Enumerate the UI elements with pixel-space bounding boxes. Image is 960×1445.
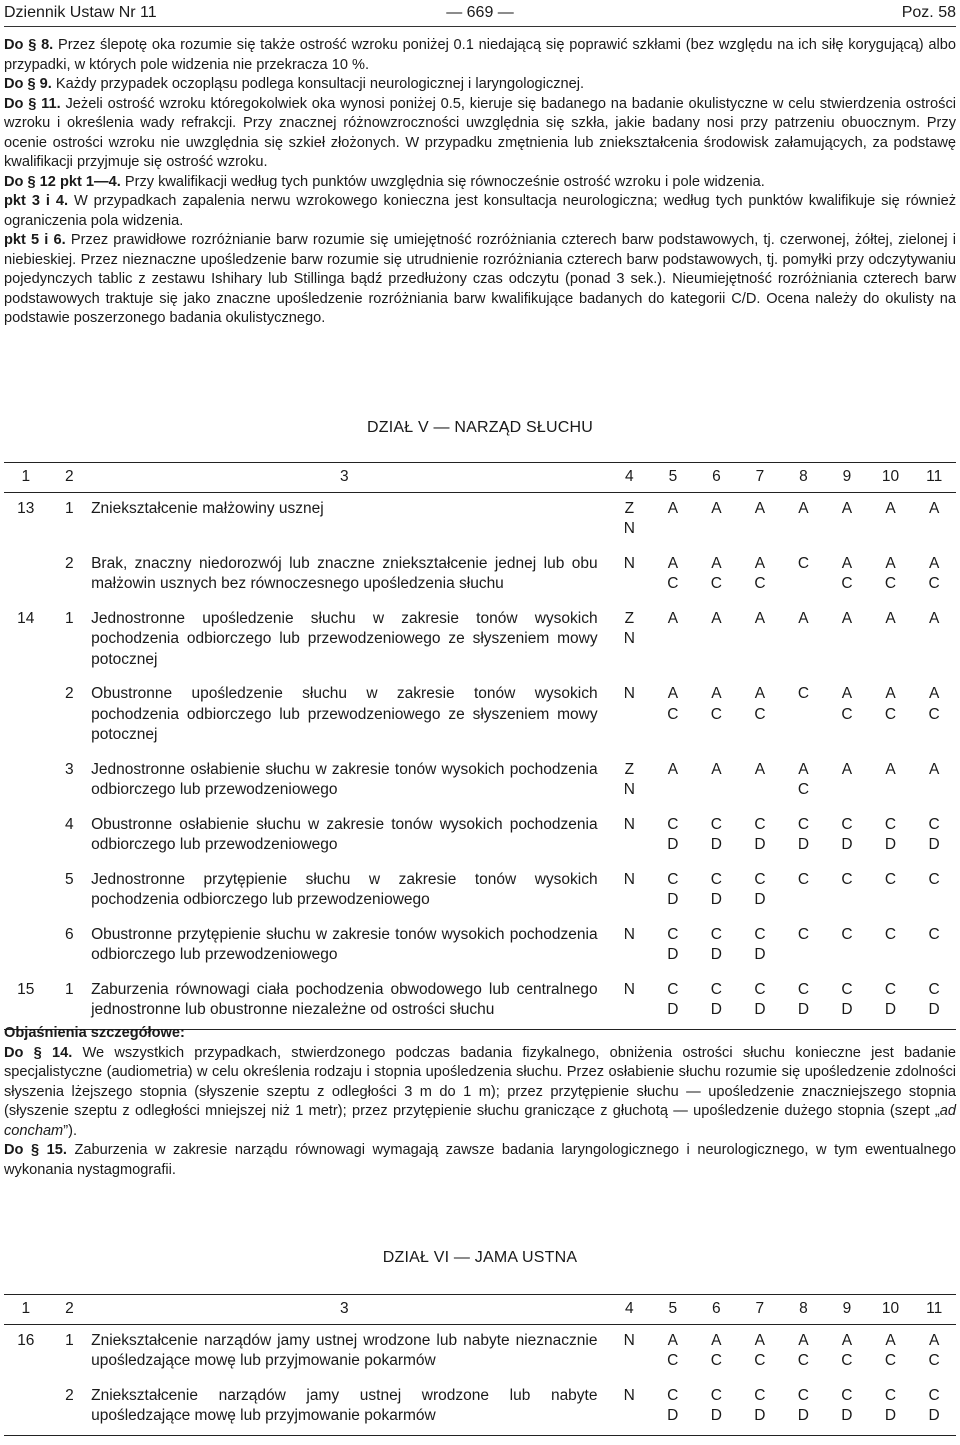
table-row: [4, 603, 956, 679]
condition-description: Zniekształcenie małżowiny usznej: [91, 499, 324, 517]
category-cell: A: [667, 499, 679, 517]
category-cell: A: [841, 499, 853, 517]
column-header: 1: [4, 463, 48, 493]
category-cell: A C: [928, 554, 940, 592]
hearing-table: [4, 462, 956, 1030]
condition-description: Obustronne upośledzenie słuchu w zakresie tonów wysokich pochodzenia odbiorczego lub przewodzeniowego ze słyszeniem mowy potocznej: [91, 685, 598, 743]
note-tail: ”).: [63, 1122, 77, 1139]
paragraph-number: 13: [17, 499, 35, 517]
position-number: Poz. 58: [901, 4, 956, 21]
intro-paragraph: [4, 192, 956, 231]
point-number: 1: [65, 1331, 74, 1349]
category-cell: A: [711, 499, 722, 517]
category-cell: C D: [869, 974, 913, 1030]
category-cell: C: [928, 870, 940, 888]
category-cell: C D: [710, 815, 722, 853]
category-cell: Z N: [623, 499, 635, 537]
category-cell: A C: [841, 554, 853, 592]
column-header: 3: [91, 463, 608, 493]
condition-description: Jednostronne upośledzenie słuchu w zakresie tonów wysokich pochodzenia odbiorczego lub przewodzeniowego ze słyszeniem mowy potocznej: [91, 609, 598, 668]
document-page: [4, 0, 957, 1424]
category-cell: C D: [738, 1380, 782, 1436]
category-cell: C: [884, 925, 897, 943]
category-cell: C D: [782, 1380, 826, 1436]
category-cell: C D: [912, 974, 956, 1030]
column-header: 6: [695, 1295, 739, 1325]
paragraph-number: [4, 864, 48, 919]
note-italic: ad concham: [4, 1103, 956, 1139]
paragraph-reference: Do § 12 pkt 1—4.: [4, 173, 121, 190]
table-row: [4, 1380, 956, 1436]
paragraph-text: Jeżeli ostrość wzroku któregokolwiek oka wynosi poniżej 0.5, kieruje się badanego na badanie okulistyczne w celu stwierdzenia ostrości wzroku i określenia wady refrakcji. Przy znacznej różnowzroczności uwzględnia się szkła, jakie badany nosi przy patrzeniu obuocznym. Przy ocenie ostrości wzroku nie uwzględnia się szkieł złożonych. W przypadku zmętnienia lub zniekształcenia środowisk załamujących, za podstawę kwalifikacji przyjmuje się ostrość wzroku.: [4, 95, 956, 170]
category-cell: A: [754, 760, 766, 778]
category-cell: C: [797, 925, 810, 943]
category-cell: C D: [825, 1380, 869, 1436]
paragraph-reference: Do § 9.: [4, 76, 52, 92]
condition-description: Obustronne osłabienie słuchu w zakresie tonów wysokich pochodzenia odbiorczego lub przewodzeniowego: [91, 815, 598, 853]
category-cell: A: [798, 499, 809, 517]
category-cell: Z N: [623, 760, 635, 798]
category-cell: N: [623, 554, 635, 572]
column-header: 4: [608, 463, 652, 493]
note-text: We wszystkich przypadkach, stwierdzonego podczas badania fizykalnego, obniżenia ostrości słuchu konieczne jest badanie specjalistyczne (audiometria) w celu określenia rodzaju i stopnia upośledzenia słuchu. Przez osłabienie słuchu rozumie się upośledzenie zdolności słyszenia lżejszego stopnia (słyszenie szeptu z odległości 3 m do 1 m); przez przytępienie słuchu — upośledzenie znaczniejszego stopnia (słyszenie szeptu z odległości mniejszej niż 1 metr); przez przytępienie słuchu graniczące z głuchotą — upośledzenie dużego stopnia (szept „: [4, 1044, 957, 1119]
category-cell: C D: [710, 925, 722, 963]
paragraph-text: Przy kwalifikacji według tych punktów uwzględnia się równocześnie ostrość wzroku i pole widzenia.: [120, 173, 765, 190]
category-cell: A C: [754, 1331, 766, 1369]
column-header: 11: [912, 463, 956, 493]
category-cell: A: [754, 609, 766, 627]
category-cell: A C: [928, 1331, 940, 1369]
column-header: 10: [869, 463, 913, 493]
category-cell: A C: [754, 685, 766, 723]
category-cell: C D: [695, 974, 739, 1030]
point-number: 1: [48, 974, 91, 1030]
paragraph-reference: Do § 11.: [4, 95, 61, 112]
paragraph-number: [4, 548, 48, 603]
condition-description: Brak, znaczny niedorozwój lub znaczne zniekształcenie jednej lub obu małżowin usznych bez równoczesnego upośledzenia słuchu: [91, 554, 598, 592]
category-cell: C D: [782, 974, 826, 1030]
category-cell: C D: [797, 815, 810, 853]
intro-paragraph: [4, 231, 956, 329]
category-cell: A: [841, 609, 853, 627]
category-cell: C D: [738, 974, 782, 1030]
paragraph-text: Przez prawidłowe rozróżnianie barw rozumie się umiejętność rozróżniania czterech barw podstawowych, tj. czerwonej, żółtej, zielonej i niebieskiej. Przez nieznaczne upośledzenie barw rozumie się utrudnienie rozróżniania czterech barw podstawowych, tj. pomyłki przy odczytywaniu pojedynczych tablic z zestawu Ishihary lub Stillinga bądź przedłużony czas odczytu (ponad 3 sek.). Nieumiejętność rozróżniania czterech barw podstawowych traktuje się jako znaczne upośledzenie rozróżniania barw kwalifikujące badanych do kategorii C/D. Ocena należy do okulisty na podstawie poszerzonego badania okulistycznego.: [4, 232, 956, 326]
category-cell: C D: [754, 870, 766, 908]
category-cell: A C: [754, 554, 766, 592]
category-cell: C D: [651, 974, 695, 1030]
category-cell: A: [885, 499, 896, 517]
point-number: 6: [65, 925, 74, 943]
category-cell: A: [928, 499, 940, 517]
category-cell: C D: [884, 815, 897, 853]
category-cell: A: [928, 760, 940, 778]
paragraph-text: W przypadkach zapalenia nerwu wzrokowego konieczna jest konsultacja neurologiczna; według tych punktów kwalifikuje się również ograniczenia pola widzenia.: [4, 193, 956, 229]
intro-paragraph: [4, 95, 956, 173]
header-rule: [4, 26, 956, 27]
column-header: 8: [782, 1295, 826, 1325]
paragraph-number: 16: [17, 1331, 35, 1349]
category-cell: A: [841, 760, 853, 778]
paragraph-text: Przez ślepotę oka rozumie się także ostrość wzroku poniżej 0.1 niedającą się poprawić szkłami (bez względu na ich siłę korygującą) albo przypadki, w których pole widzenia nie przekracza 10 %.: [4, 37, 956, 73]
note-paragraph: [4, 1044, 956, 1142]
column-header: 5: [651, 463, 695, 493]
column-header: 9: [825, 463, 869, 493]
category-cell: A C: [841, 685, 853, 723]
point-number: 2: [65, 685, 74, 702]
category-cell: A C: [884, 685, 897, 723]
page-number: — 669 —: [446, 4, 514, 21]
intro-paragraph: [4, 36, 956, 75]
condition-description: Zaburzenia równowagi ciała pochodzenia obwodowego lub centralnego jednostronne lub obustronne niezależne od ostrości słuchu: [91, 974, 608, 1030]
category-cell: A C: [884, 1331, 897, 1369]
paragraph-text: Każdy przypadek oczopląsu podlega konsultacji neurologicznej i laryngologicznej.: [51, 76, 585, 92]
paragraph-number: [4, 809, 48, 864]
column-header: 10: [869, 1295, 913, 1325]
category-cell: C: [797, 554, 810, 572]
point-number: 2: [48, 1380, 92, 1436]
category-cell: A C: [667, 685, 679, 723]
category-cell: N: [623, 685, 635, 702]
column-header: 2: [48, 463, 91, 493]
paragraph-reference: pkt 5 i 6.: [4, 232, 66, 248]
column-header: 4: [607, 1295, 651, 1325]
column-header: 1: [4, 1295, 48, 1325]
category-cell: N: [607, 1380, 651, 1436]
detailed-explanations: [4, 1024, 956, 1180]
oral-cavity-table: [4, 1294, 956, 1436]
paragraph-number: [4, 919, 48, 974]
category-cell: A: [798, 609, 809, 627]
category-cell: C D: [695, 1380, 739, 1436]
category-cell: A C: [710, 685, 722, 723]
paragraph-number: [4, 754, 48, 809]
category-cell: C: [797, 870, 810, 888]
category-cell: C D: [667, 925, 679, 963]
note-text: Zaburzenia w zakresie narządu równowagi wymagają zawsze badania laryngologicznego i neurologicznego, w tym ewentualnego wykonania nystagmografii.: [4, 1142, 956, 1178]
category-cell: A: [667, 609, 679, 627]
notes-heading: Objaśnienia szczegółowe:: [4, 1025, 185, 1041]
point-number: 3: [65, 760, 74, 778]
category-cell: Z N: [623, 609, 635, 647]
category-cell: N: [623, 815, 635, 833]
intro-paragraph: [4, 173, 956, 193]
category-cell: A: [667, 760, 679, 778]
paragraph-reference: pkt 3 i 4.: [4, 193, 69, 209]
category-cell: C: [841, 870, 853, 888]
note-reference: Do § 15.: [4, 1142, 67, 1158]
column-header: 9: [825, 1295, 869, 1325]
table-row: [4, 754, 956, 809]
table-row: [4, 1324, 956, 1380]
category-cell: C D: [667, 870, 679, 908]
column-header: 6: [695, 463, 739, 493]
category-cell: C D: [754, 925, 766, 963]
condition-description: Jednostronne osłabienie słuchu w zakresie tonów wysokich pochodzenia odbiorczego lub przewodzeniowego: [91, 760, 598, 798]
table-row: [4, 548, 956, 603]
section-title-hearing: DZIAŁ V — NARZĄD SŁUCHU: [367, 419, 593, 436]
condition-description: Zniekształcenie narządów jamy ustnej wrodzone lub nabyte nieznacznie upośledzające mowę lub przyjmowanie pokarmów: [91, 1331, 598, 1369]
column-header: 7: [738, 463, 782, 493]
column-header: 2: [48, 1295, 92, 1325]
column-header: 5: [651, 1295, 695, 1325]
category-cell: N: [608, 974, 652, 1030]
page-header: [4, 0, 956, 26]
condition-description: Obustronne przytępienie słuchu w zakresie tonów wysokich pochodzenia odbiorczego lub przewodzeniowego: [91, 925, 598, 963]
intro-notes: [4, 36, 956, 329]
paragraph-number: [4, 678, 48, 754]
category-cell: N: [623, 925, 635, 943]
category-cell: A: [885, 609, 896, 627]
category-cell: N: [623, 1331, 635, 1349]
category-cell: A: [711, 609, 722, 627]
category-cell: C D: [754, 815, 766, 853]
category-cell: A C: [928, 685, 940, 723]
point-number: 1: [65, 609, 74, 627]
table-row: [4, 974, 956, 1030]
column-header: 11: [912, 1295, 956, 1325]
category-cell: A C: [797, 1331, 809, 1369]
category-cell: A C: [841, 1331, 853, 1369]
category-cell: C D: [667, 815, 679, 853]
category-cell: C D: [869, 1380, 913, 1436]
table-row: [4, 492, 956, 548]
category-cell: A C: [884, 554, 897, 592]
category-cell: A: [885, 760, 896, 778]
paragraph-number: 14: [17, 609, 35, 627]
category-cell: C: [884, 870, 897, 888]
note-paragraph: [4, 1141, 956, 1180]
condition-description: Jednostronne przytępienie słuchu w zakresie tonów wysokich pochodzenia odbiorczego lub przewodzeniowego: [91, 870, 598, 908]
column-header: 7: [738, 1295, 782, 1325]
point-number: 2: [65, 554, 74, 572]
category-cell: C D: [651, 1380, 695, 1436]
category-cell: N: [623, 870, 635, 888]
table-row: [4, 678, 956, 754]
section-title-oral: DZIAŁ VI — JAMA USTNA: [382, 1249, 578, 1266]
category-cell: C D: [928, 815, 940, 853]
point-number: 1: [65, 499, 74, 517]
category-cell: A C: [710, 554, 722, 592]
point-number: 4: [65, 815, 74, 833]
category-cell: C D: [841, 815, 853, 853]
point-number: 5: [65, 870, 74, 888]
category-cell: C D: [710, 870, 722, 908]
paragraph-reference: Do § 8.: [4, 37, 54, 53]
column-header: 8: [782, 463, 826, 493]
category-cell: A C: [710, 1331, 722, 1369]
category-cell: C: [928, 925, 940, 943]
category-cell: A C: [667, 1331, 679, 1369]
category-cell: C: [841, 925, 853, 943]
category-cell: A: [754, 499, 766, 517]
column-header: 3: [91, 1295, 607, 1325]
category-cell: C D: [825, 974, 869, 1030]
table-row: [4, 919, 956, 974]
table-row: [4, 809, 956, 864]
table-row: [4, 864, 956, 919]
category-cell: A C: [667, 554, 679, 592]
condition-description: Zniekształcenie narządów jamy ustnej wrodzone lub nabyte upośledzające mowę lub przyjmowanie pokarmów: [91, 1380, 607, 1436]
paragraph-number: 15: [4, 974, 48, 1030]
paragraph-number: [4, 1380, 48, 1436]
category-cell: C: [797, 685, 810, 702]
category-cell: A: [928, 609, 940, 627]
category-cell: A C: [797, 760, 810, 798]
note-reference: Do § 14.: [4, 1044, 73, 1061]
journal-name: Dziennik Ustaw Nr 11: [4, 4, 157, 21]
category-cell: C D: [912, 1380, 956, 1436]
intro-paragraph: [4, 75, 956, 95]
category-cell: A: [711, 760, 722, 778]
